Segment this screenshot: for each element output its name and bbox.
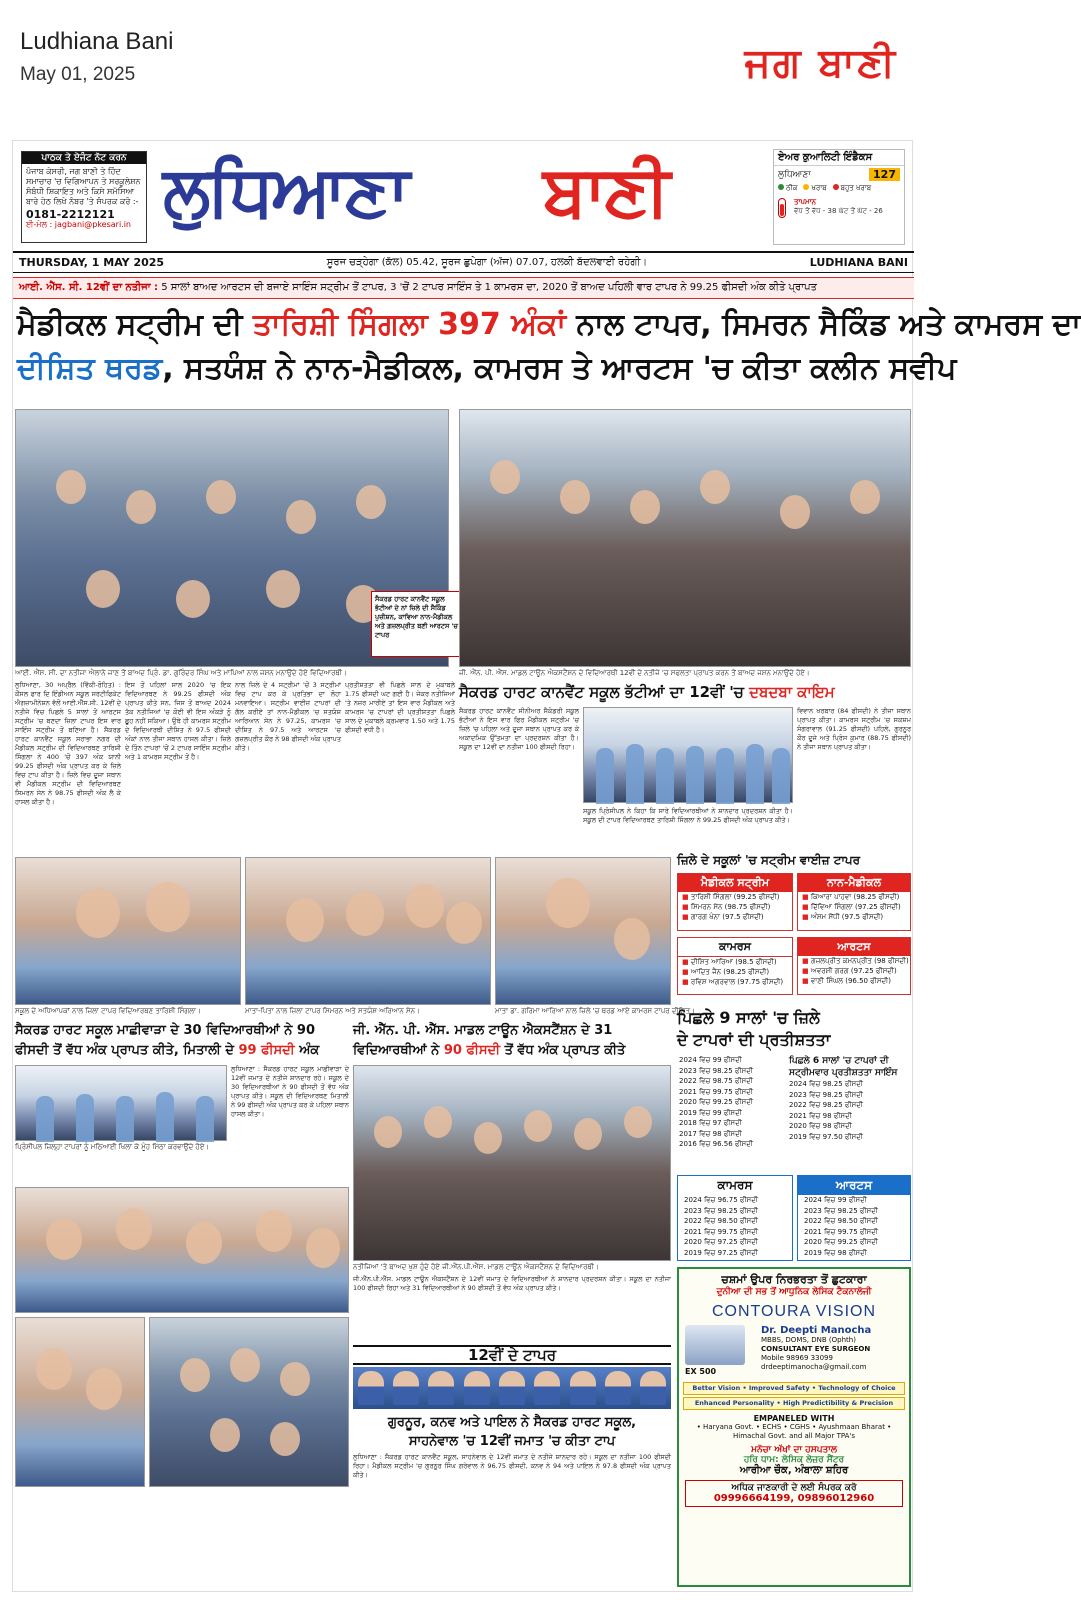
photo-caption: ਪ੍ਰਿੰਸੀਪਲ ਜ਼ਿਲ੍ਹਾ ਟਾਪਰਾਂ ਨੂੰ ਮਠਿਆਈ ਖਿਲਾ ਕੇ ਮੂੰਹ ਮਿੱਠਾ ਕਰਵਾਉਂਦੇ ਹੋਏ। (15, 1143, 210, 1151)
bad-dot-icon (803, 184, 809, 190)
aqi-title: ਏਅਰ ਕੁਆਲਿਟੀ ਇੰਡੈਕਸ (774, 150, 904, 166)
ad-hospital-name: ਮਨੋਚਾ ਅੱਖਾਂ ਦਾ ਹਸਪਤਾਲ (751, 1445, 837, 1455)
ad-address: ਆਰੀਆ ਚੌਕ, ਅੰਬਾਲਾ ਸ਼ਹਿਰ (739, 1465, 849, 1476)
ad-headline: ਚਸ਼ਮਾਂ ਉਪਰ ਨਿਰਭਰਤਾ ਤੋਂ ਛੁਟਕਾਰਾ (721, 1273, 867, 1286)
subheadline-bhattian[interactable] (459, 681, 911, 703)
commerce-topper-2: ■ ਆਦਿਤ ਜੈਨ (98.25 ਫੀਸਦੀ) (682, 968, 770, 976)
science-row: 2022 ਵਿਚ 98.25 ਫੀਸਦੀ (789, 1101, 863, 1109)
subheadline-part: ਅੰਕ (294, 1043, 320, 1058)
toppers-strip-title: 12ਵੀਂ ਦੇ ਟਾਪਰ (353, 1345, 671, 1365)
overall-row: 2018 ਵਿਚ 97 ਫੀਸਦੀ (679, 1119, 742, 1127)
contact-heading: ਪਾਠਕ ਤੇ ਏਜੰਟ ਨੋਟ ਕਰਨ (22, 152, 146, 164)
weather-note: ਸੂਰਜ ਚੜ੍ਹੇਗਾ (ਕੱਲ) 05.42, ਸੂਰਜ ਛੁਪੇਗਾ (ਅੱਜ) 07.07, ਹਲਕੀ ਬੱਦਲਵਾਈ ਰਹੇਗੀ। (326, 257, 648, 268)
temp-label: ਤਾਪਮਾਨ (794, 198, 816, 206)
subheadline-highlight: 99 ਫੀਸਦੀ (238, 1043, 295, 1058)
commerce-pct-row: 2020 ਵਿਚ 97.25 ਫੀਸਦੀ (684, 1238, 758, 1246)
subheadline-highlight: 90 ਫੀਸਦੀ (443, 1043, 501, 1058)
commerce-pct-row: 2022 ਵਿਚ 98.50 ਫੀਸਦੀ (684, 1217, 758, 1225)
headline-part: ਮੈਡੀਕਲ ਸਟ੍ਰੀਮ ਦੀ (17, 307, 253, 342)
photo-gnps-students[interactable] (353, 1065, 671, 1261)
commerce-heading: ਕਾਮਰਸ (678, 938, 792, 957)
commerce-percentages (677, 1175, 793, 1261)
issue-date: THURSDAY, 1 MAY 2025 (19, 256, 165, 269)
overall-row: 2020 ਵਿਚ 99.25 ਫੀਸਦੀ (679, 1098, 753, 1106)
overall-percentages (679, 1055, 783, 1150)
percentages-title-line: ਪਿਛਲੇ 9 ਸਾਲਾਂ 'ਚ ਜ਼ਿਲੇ (677, 1008, 820, 1027)
photo-caption: ਜੀ. ਐੱਨ. ਪੀ. ਐੱਸ. ਮਾਡਲ ਟਾਊਨ ਐਕਸਟੈਂਸ਼ਨ ਦੇ ਵਿਦਿਆਰਥੀ 12ਵੀਂ ਦੇ ਨਤੀਜੇ 'ਚ ਸਫਲਤਾ ਪ੍ਰਾਪਤ ਕਰਨ ਤੋਂ ਬਾਅਦ ਜਸ਼ਨ ਮਨਾਉਂਦੇ ਹੋਏ। (459, 669, 810, 677)
photo-students-victory[interactable] (15, 1187, 349, 1313)
aqi-legend-bad: ਖਰਾਬ (811, 184, 827, 192)
overall-row: 2017 ਵਿਚ 98 ਫੀਸਦੀ (679, 1129, 742, 1138)
ad-email: drdeeptimanocha@gmail.com (761, 1363, 867, 1371)
arts-pct-row: 2022 ਵਿਚ 98.50 ਫੀਸਦੀ (804, 1217, 878, 1225)
nonmedical-heading: ਨਾਨ-ਮੈਡੀਕਲ (798, 874, 910, 892)
arts-pct-row: 2023 ਵਿਚ 98.25 ਫੀਸਦੀ (804, 1206, 878, 1215)
edition-date: May 01, 2025 (20, 64, 136, 85)
subheadline-part: ਫੀਸਦੀ ਤੋਂ ਵੱਧ ਅੰਕ ਪ੍ਰਾਪਤ ਕੀਤੇ, ਮਿਤਾਲੀ ਦੇ (15, 1043, 239, 1058)
subheadline-highlight: ਦਬਦਬਾ ਕਾਇਮ (749, 683, 835, 701)
arts-pct-row: 2020 ਵਿਚ 99.25 ਫੀਸਦੀ (804, 1238, 878, 1246)
topper-portrait (534, 1371, 560, 1405)
photo-topper-with-teacher[interactable] (15, 857, 241, 1005)
article-text: ਪ੍ਰਤੀਸ਼ਤਤਾ ਵੀ ਪਿਛਲੇ ਸਾਲ ਦੇ ਮੁਕਾਬਲੇ 1.75 ਫੀਸਦੀ ਘਟ ਗਈ ਹੈ। ਜੇਕਰ ਨਤੀਜਿਆਂ 'ਤੇ ਨਜ਼ਰ ਮਾਰੀਏ ਤਾਂ ਇਸ ਵਾਰ ਮੈਡੀਕਲ ਅਤੇ ਕਾਮਰਸ 'ਚ ਟਾਪਰਾਂ ਦੀ ਪ੍ਰਤੀਸ਼ਤਤਾ ਪਿਛਲੇ ਸਾਲ ਦੇ ਮੁਕਾਬਲੇ ਕ੍ਰਮਵਾਰ 1.50 ਅਤੇ 1.75 ਫੀਸਦੀ ਵਧੀ ਹੈ। (345, 681, 455, 734)
arts-pct-row: 2019 ਵਿਚ 98 ਫੀਸਦੀ (804, 1248, 867, 1257)
topper-portrait (640, 1371, 666, 1405)
nonmedical-topper-2: ■ ਦਿੱਵਿਆ ਸਿੰਗਲਾ (97.25 ਫੀਸਦੀ) (802, 903, 901, 911)
commerce-pct-heading: ਕਾਮਰਸ (678, 1176, 792, 1195)
arts-topper-3: ■ ਵਾਣੀ ਸਿੰਘਲ (96.50 ਫੀਸਦੀ) (802, 977, 892, 985)
topper-portrait (605, 1371, 631, 1405)
masthead-ludhiana: ਲੁਧਿਆਣਾ (163, 150, 407, 232)
ad-contact-numbers[interactable]: 09996664199, 09896012960 (713, 1493, 875, 1504)
overall-row: 2019 ਵਿਚ 99 ਫੀਸਦੀ (679, 1108, 742, 1117)
topper-portrait (393, 1371, 419, 1405)
aqi-legend-very-bad: ਬਹੁਤ ਖਰਾਬ (840, 184, 872, 192)
very-bad-dot-icon (833, 184, 839, 190)
edition-name: LUDHIANA BANI (809, 256, 908, 269)
medical-topper-1: ■ ਤਾਰਿਸ਼ੀ ਸਿੰਗਲਾ (99.25 ਫੀਸਦੀ) (682, 893, 780, 901)
nonmedical-toppers-box (797, 873, 911, 931)
subheadline-part: ਸਾਹਨੇਵਾਲ 'ਚ 12ਵੀਂ ਜਮਾਤ 'ਚ ਕੀਤਾ ਟਾਪ (408, 1434, 616, 1449)
contact-phone: 0181-2212121 (26, 208, 115, 221)
subheadline-part: ਤੋਂ ਵੱਧ ਅੰਕ ਪ੍ਰਾਪਤ ਕੀਤੇ (500, 1043, 626, 1058)
subheadline-sahnewal[interactable] (353, 1413, 671, 1451)
article-text: ਲੁਧਿਆਣਾ : ਸੈਕਰਡ ਹਾਰਟ ਕਾਨਵੈਂਟ ਸਕੂਲ, ਸਾਹਨੇਵਾਲ ਦੇ 12ਵੀਂ ਜਮਾਤ ਦੇ ਨਤੀਜੇ ਸ਼ਾਨਦਾਰ ਰਹੇ। ਸਕੂਲ ਦਾ ਨਤੀਜਾ 100 ਫੀਸਦੀ ਰਿਹਾ। ਮੈਡੀਕਲ ਸਟ੍ਰੀਮ 'ਚ ਗੁਰਨੂਰ ਸਿੰਘ ਗਰੇਵਾਲ ਨੇ 96.75 ਫੀਸਦੀ, ਕਨਵ ਨੇ 94 ਅਤੇ ਪਾਇਲ ਨੇ 97.8 ਫੀਸਦੀ ਅੰਕ ਪ੍ਰਾਪਤ ਕੀਤੇ। (353, 1453, 671, 1479)
aqi-value: 127 (869, 168, 900, 181)
inset-caption: ਸੈਕਰਡ ਹਾਰਟ ਕਾਨਵੈਂਟ ਸਕੂਲ ਭੱਟੀਆਂ ਦੇ ਨਾਂ ਜ਼ਿਲੇ ਦੀ ਸੈਕਿੰਡ ਪੁਜ਼ੀਸ਼ਨ, ਕਾਵਿਆ ਨਾਨ-ਮੈਡੀਕਲ ਅਤੇ ਗ਼ਜ਼ਲਪ੍ਰੀਤ ਬਣੀ ਆਰਟਸ 'ਚ ਟਾਪਰ (371, 591, 463, 657)
medical-topper-3: ■ ਗਾਰਗ ਖੰਨਾ (97.5 ਫੀਸਦੀ) (682, 913, 764, 921)
arts-pct-row: 2024 ਵਿਚ 99 ਫੀਸਦੀ (804, 1196, 867, 1204)
arts-percentages (797, 1175, 911, 1261)
photo-commerce-topper[interactable] (495, 857, 671, 1005)
arts-topper-2: ■ ਅਵਰਸ਼ੀ ਗਰਗ (97.25 ਫੀਸਦੀ) (802, 967, 897, 975)
arts-pct-heading: ਆਰਟਸ (798, 1176, 910, 1195)
headline-highlight: ਤਾਰਿਸ਼ੀ ਸਿੰਗਲਾ 397 ਅੰਕਾਂ (252, 307, 566, 342)
percentages-title (677, 1007, 913, 1051)
kicker (13, 277, 914, 299)
stream-toppers-title: ਜ਼ਿਲੇ ਦੇ ਸਕੂਲਾਂ 'ਚ ਸਟ੍ਰੀਮ ਵਾਈਜ਼ ਟਾਪਰ (677, 853, 861, 867)
photo-principal-sweets[interactable] (15, 1065, 227, 1141)
science-heading: ਪਿਛਲੇ 6 ਸਾਲਾਂ 'ਚ ਟਾਪਰਾਂ ਦੀ ਸਟ੍ਰੀਮਵਾਰ ਪ੍ਰਤੀਸ਼ਤਤਾ ਸਾਇੰਸ (789, 1056, 898, 1078)
air-quality-box (773, 149, 905, 245)
photo-caption: ਨਤੀਜਿਆਂ 'ਤੇ ਬਾਅਦ ਖੁਸ਼ ਹੁੰਦੇ ਹੋਏ ਜੀ.ਐੱਨ.ਪੀ.ਐੱਸ. ਮਾਡਲ ਟਾਊਨ ਐਕਸਟੈਂਸ਼ਨ ਦੇ ਵਿਦਿਆਰਥੀ। (353, 1263, 599, 1271)
ad-feature-strip: Better Vision • Improved Safety • Technology of Choice (683, 1382, 905, 1395)
kicker-text: 5 ਸਾਲਾਂ ਬਾਅਦ ਆਰਟਸ ਦੀ ਬਜਾਏ ਸਾਇੰਸ ਸਟ੍ਰੀਮ ਤੋਂ ਟਾਪਰ, 3 'ਚੋਂ 2 ਟਾਪਰ ਸਾਇੰਸ ਤੇ 1 ਕਾਮਰਸ ਦਾ, 2020 ਤੋਂ ਬਾਅਦ ਪਹਿਲੀ ਵਾਰ ਟਾਪਰ ਨੇ 99.25 ਫੀਸਦੀ ਅੰਕ ਕੀਤੇ ਪ੍ਰਾਪਤ (161, 282, 817, 293)
subheadline-part: ਜੀ. ਐੱਨ. ਪੀ. ਐੱਸ. ਮਾਡਲ ਟਾਊਨ ਐਕਸਟੈਂਸ਼ਨ ਦੇ 31 (353, 1023, 613, 1038)
nonmedical-topper-3: ■ ਅੰਸ਼ਮ ਸੋਂਧੀ (97.5 ਫੀਸਦੀ) (802, 913, 884, 921)
temp-values: ਵੱਧ ਤੋਂ ਵੱਧ - 38 ਘੱਟ ਤੋਂ ਘੱਟ - 26 (794, 207, 883, 215)
article-text: ਨਾਲ ਜ਼ਿਲੇ ਦੇ 4 ਸਟ੍ਰੀਮਾਂ 'ਚੋਂ 3 ਸਟ੍ਰੀਮਾਂ ਵਿਚ ਟਾਪ ਕਰ ਕੇ ਪ੍ਰਤਿਭਾ ਦਾ ਲੋਹਾ ਮਨਵਾਇਆ। ਸਟ੍ਰੀਮ ਵਾਈਜ਼ ਟਾਪਰਾਂ ਦੀ ਗੱਲ ਕਰੀਏ ਤਾਂ ਨਾਨ-ਮੈਡੀਕਲ 'ਚ ਸਤਯੰਸ਼ ਆਰਿਆਨ ਸੇਨ ਨੇ 97.25, ਕਾਮਰਸ 'ਚ ਦੀਸ਼ਿਤ ਨੇ 97.5 ਅਤੇ ਆਰਟਸ 'ਚ ਗਜ਼ਲਪ੍ਰੀਤ ਕੌਰ ਨੇ 98 ਫੀਸਦੀ ਅੰਕ ਪ੍ਰਾਪਤ ਕੀਤੇ। (235, 681, 341, 752)
commerce-topper-1: ■ ਦੀਸ਼ਿਤ ਆਰਿਆ (98.5 ਫੀਸਦੀ) (682, 958, 777, 966)
ad-hospital-subname: ਹਰਿ ਧਾਮ: ਲੇਸਿਕ ਲੇਜ਼ਰ ਸੈਂਟਰ (743, 1455, 845, 1465)
article-text: ਲੁਧਿਆਣਾ : ਸੈਕਰਡ ਹਾਰਟ ਸਕੂਲ ਮਾਛੀਵਾੜਾ ਦੇ 12ਵੀਂ ਜਮਾਤ ਦੇ ਨਤੀਜੇ ਸ਼ਾਨਦਾਰ ਰਹੇ। ਸਕੂਲ ਦੇ 30 ਵਿਦਿਆਰਥੀਆਂ ਨੇ 90 ਫੀਸਦੀ ਤੋਂ ਵੱਧ ਅੰਕ ਪ੍ਰਾਪਤ ਕੀਤੇ। ਸਕੂਲ ਦੀ ਵਿਦਿਆਰਥਣ ਮਿਤਾਲੀ ਨੇ 99 ਫੀਸਦੀ ਅੰਕ ਪ੍ਰਾਪਤ ਕਰ ਕੇ ਪਹਿਲਾ ਸਥਾਨ ਹਾਸਲ ਕੀਤਾ। (231, 1065, 349, 1118)
toppers-photo-strip[interactable] (353, 1367, 671, 1409)
ad-mobile: Mobile 98969 33099 (761, 1354, 833, 1362)
science-row: 2021 ਵਿਚ 98 ਫੀਸਦੀ (789, 1111, 852, 1120)
temperature (774, 194, 904, 222)
medical-toppers-box (677, 873, 793, 931)
article-text: ਵਿਵਾਨ ਖਰਬਾਰ (84 ਫੀਸਦੀ) ਨੇ ਤੀਜਾ ਸਥਾਨ ਪ੍ਰਾਪਤ ਕੀਤਾ। ਕਾਮਰਸ ਸਟ੍ਰੀਮ 'ਚ ਸਕਸ਼ਮ ਸੰਗਰਾਵਾਲ (91.25 ਫੀਸਦੀ) ਪਹਿਲੇ, ਗੁਰਨੂਰ ਕੌਰ ਦੂਜੇ ਅਤੇ ਪ੍ਰਿੰਸ ਕੁਮਾਰ (88.75 ਫੀਸਦੀ) ਨੇ ਤੀਜਾ ਸਥਾਨ ਪ੍ਰਾਪਤ ਕੀਤਾ। (797, 707, 911, 751)
subheadline-part: ਸੈਕਰਡ ਹਾਰਟ ਕਾਨਵੈਂਟ ਸਕੂਲ ਭੱਟੀਆਂ ਦਾ 12ਵੀਂ 'ਚ (459, 683, 750, 701)
topper-portrait (499, 1371, 525, 1405)
ad-empanel-list: • Haryana Govt. • ECHS • CGHS • Ayushmaan Bharat • Himachal Govt. and all Major TPA's (696, 1423, 892, 1440)
aqi-city: ਲੁਧਿਆਣਾ (778, 169, 811, 180)
ad-brand: CONTOURA VISION (711, 1303, 877, 1320)
aqi-legend-good: ਠੀਕ (786, 184, 798, 192)
subheadline-part: ਸੈਕਰਡ ਹਾਰਟ ਸਕੂਲ ਮਾਛੀਵਾੜਾ ਦੇ 30 ਵਿਦਿਆਰਥੀਆਂ ਨੇ 90 (15, 1023, 315, 1038)
edition-title: Ludhiana Bani (20, 28, 174, 55)
ad-model: EX 500 (685, 1367, 717, 1376)
overall-row: 2023 ਵਿਚ 98.25 ਫੀਸਦੀ (679, 1066, 753, 1075)
brand-logo[interactable]: ਜਗ ਬਾਣੀ (744, 40, 897, 86)
science-row: 2020 ਵਿਚ 98 ਫੀਸਦੀ (789, 1122, 852, 1130)
science-row: 2023 ਵਿਚ 98.25 ਫੀਸਦੀ (789, 1090, 863, 1099)
ad-device (685, 1325, 755, 1376)
science-row: 2024 ਵਿਚ 98.25 ਫੀਸਦੀ (789, 1080, 863, 1088)
photo-caption: ਆਈ. ਐੱਸ. ਸੀ. ਦਾ ਨਤੀਜਾ ਐਲਾਨੇ ਜਾਣ ਤੋਂ ਬਾਅਦ ਪ੍ਰਿੰ. ਡਾ. ਗੁਰਿੰਦਰ ਸਿੰਘ ਅਤੇ ਮਾਪਿਆਂ ਨਾਲ ਜਸ਼ਨ ਮਨਾਉਂਦੇ ਹੋਏ ਵਿਦਿਆਰਥੀ। (15, 669, 347, 677)
dateline (13, 251, 914, 273)
arts-topper-1: ■ ਗਜ਼ਲਪ੍ਰੀਤ ਕਮਨਪ੍ਰੀਤ (98 ਫੀਸਦੀ) (802, 957, 909, 965)
masthead (13, 141, 914, 251)
contact-body: ਪੰਜਾਬ ਕੇਸਰੀ, ਜਗ ਬਾਣੀ ਤੇ ਹਿੰਦ ਸਮਾਚਾਰ 'ਚ ਵਿਗਿਆਪਨ ਤੇ ਸਰਕੂਲੇਸ਼ਨ ਸੰਬੰਧੀ ਸ਼ਿਕਾਇਤ ਅਤੇ ਕਿਸੇ ਸਮੱਸਿਆ ਬਾਰੇ ਹੇਠ ਲਿਖੇ ਨੰਬਰ 'ਤੇ ਸੰਪਰਕ ਕਰੋ :- (26, 167, 141, 206)
eye-hospital-ad[interactable] (677, 1267, 911, 1587)
subheadline-machhiwara[interactable] (15, 1021, 349, 1061)
ad-feature-strip: Enhanced Personality • High Predictibility & Precision (683, 1397, 905, 1410)
science-percentages (789, 1055, 911, 1142)
ad-contact-box (685, 1480, 903, 1507)
medical-heading: ਮੈਡੀਕਲ ਸਟ੍ਰੀਮ (678, 874, 792, 892)
subheadline-gnps[interactable] (353, 1021, 673, 1061)
commerce-pct-row: 2021 ਵਿਚ 99.75 ਫੀਸਦੀ (684, 1227, 758, 1236)
epaper-page[interactable] (12, 140, 1081, 1592)
photo-school-toppers[interactable] (583, 707, 793, 803)
topper-portrait (464, 1371, 490, 1405)
article-text: ਇਸ ਤੋਂ ਪਹਿਲਾਂ ਸਾਲ 2020 'ਚ ਇਕ ਵਿਦਿਆਰਥਣ ਨੇ 99.25 ਫੀਸਦੀ ਅੰਕ ਪ੍ਰਾਪਤ ਕੀਤੇ ਸਨ, ਜਿਸ ਤੋਂ ਬਾਅਦ 2024 ਤੱਕ ਨਤੀਜਿਆਂ 'ਚ ਕੋਈ ਵੀ ਇਸ ਅੰਕੜੇ ਨੂੰ ਛੂਹ ਨਹੀਂ ਸਕਿਆ। ਉਥੇ ਹੀ ਕਾਮਰਸ ਸਟ੍ਰੀਮ ਦੇ ਵਿਦਿਆਰਥੀ ਦੀਸ਼ਿਤ ਨੇ 97.5 ਫੀਸਦੀ ਅੰਕਾਂ ਨਾਲ ਤੀਜਾ ਸਥਾਨ ਹਾਸਲ ਕੀਤਾ। ਜ਼ਿਲੇ ਦੇ ਤਿੰਨ ਟਾਪਰਾਂ 'ਚੋਂ 2 ਟਾਪਰ ਸਾਇੰਸ ਸਟ੍ਰੀਮ ਅਤੇ 1 ਕਾਮਰਸ ਸਟ੍ਰੀਮ ਤੋਂ ਹੈ। (125, 681, 231, 761)
ad-tagline: ਦੁਨੀਆ ਦੀ ਸਭ ਤੋਂ ਆਧੁਨਿਕ ਲੇਸਿਕ ਟੈਕਨਾਲੋਜੀ (716, 1287, 872, 1297)
commerce-topper-3: ■ ਰਵਿਸ਼ ਅਗਰਵਾਲ (97.75 ਫੀਸਦੀ) (682, 978, 784, 986)
headline-highlight: ਦੀਸ਼ਿਤ ਥਰਡ (17, 351, 163, 386)
reader-contact-box (21, 151, 147, 243)
headline-part: , ਸਤਯੰਸ਼ ਨੇ ਨਾਨ-ਮੈਡੀਕਲ, ਕਾਮਰਸ ਤੇ ਆਰਟਸ 'ਚ ਕੀਤਾ ਕਲੀਨ ਸਵੀਪ (162, 351, 957, 386)
overall-row: 2022 ਵਿਚ 98.75 ਫੀਸਦੀ (679, 1077, 753, 1085)
subheadline-part: ਗੁਰਨੂਰ, ਕਨਵ ਅਤੇ ਪਾਇਲ ਨੇ ਸੈਕਰਡ ਹਾਰਟ ਸਕੂਲ, (387, 1415, 637, 1430)
thermometer-icon (778, 198, 786, 218)
headline-part: ਨਾਲ ਟਾਪਰ, ਸਿਮਰਨ ਸੈਕਿੰਡ ਅਤੇ ਕਾਮਰਸ ਦਾ (565, 307, 1081, 342)
article-text: ਸਕੂਲ ਪ੍ਰਿੰਸੀਪਲ ਨੇ ਕਿਹਾ ਕਿ ਸਾਰੇ ਵਿਦਿਆਰਥੀਆਂ ਨੇ ਸ਼ਾਨਦਾਰ ਪ੍ਰਦਰਸ਼ਨ ਕੀਤਾ ਹੈ। ਸਕੂਲ ਦੀ ਟਾਪਰ ਵਿਦਿਆਰਥਣ ਤਾਰਿਸ਼ੀ ਸਿੰਗਲਾ ਨੇ 99.25 ਫੀਸਦੀ ਅੰਕ ਪ੍ਰਾਪਤ ਕੀਤੇ। (583, 807, 793, 824)
article-text: ਜੀ.ਐੱਨ.ਪੀ.ਐੱਸ. ਮਾਡਲ ਟਾਊਨ ਐਕਸਟੈਂਸ਼ਨ ਦੇ 12ਵੀਂ ਜਮਾਤ ਦੇ ਵਿਦਿਆਰਥੀਆਂ ਨੇ ਸ਼ਾਨਦਾਰ ਪ੍ਰਦਰਸ਼ਨ ਕੀਤਾ। ਸਕੂਲ ਦਾ ਨਤੀਜਾ 100 ਫੀਸਦੀ ਰਿਹਾ ਅਤੇ 31 ਵਿਦਿਆਰਥੀਆਂ ਨੇ 90 ਫੀਸਦੀ ਤੋਂ ਵੱਧ ਅੰਕ ਪ੍ਰਾਪਤ ਕੀਤੇ। (353, 1275, 671, 1292)
ad-role: CONSULTANT EYE SURGEON (761, 1345, 871, 1353)
web-header (0, 0, 925, 118)
article-text: ਲੁਧਿਆਣਾ, 30 ਅਪ੍ਰੈਲ (ਵਿੱਕੀ-ਰੋਹਿਤ) : ਕੌਂਸਲ ਫਾਰ ਦਿ ਇੰਡੀਅਨ ਸਕੂਲ ਸਰਟੀਫਿਕੇਟ ਐਗਜ਼ਾਮੀਨੇਸ਼ਨ ਵੱਲੋਂ ਆਈ.ਐੱਸ.ਸੀ. 12ਵੀਂ ਦੇ ਨਤੀਜੇ ਵਿਚ ਪਿਛਲੇ 5 ਸਾਲਾਂ ਤੋਂ ਆਰਟਸ ਸਟ੍ਰੀਮ 'ਚ ਬਣਦਾ ਜ਼ਿਲਾ ਟਾਪਰ ਇਸ ਵਾਰ ਸਾਇੰਸ ਸਟ੍ਰੀਮ ਤੋਂ ਬਣਿਆ ਹੈ। ਸੈਕਰਡ ਹਾਰਟ ਕਾਨਵੈਂਟ ਸਕੂਲ ਸਰਾਭਾ ਨਗਰ ਦੀ ਮੈਡੀਕਲ ਸਟ੍ਰੀਮ ਦੀ ਵਿਦਿਆਰਥਣ ਤਾਰਿਸ਼ੀ ਸਿੰਗਲਾ ਨੇ 400 'ਚੋਂ 397 ਅੰਕ ਯਾਨੀ 99.25 ਫੀਸਦੀ ਅੰਕ ਪ੍ਰਾਪਤ ਕਰ ਕੇ ਜ਼ਿਲੇ ਵਿਚ ਟਾਪ ਕੀਤਾ ਹੈ। ਜ਼ਿਲੇ ਵਿਚ ਦੂਜਾ ਸਥਾਨ ਵੀ ਮੈਡੀਕਲ ਸਟ੍ਰੀਮ ਦੀ ਵਿਦਿਆਰਥਣ ਸਿਮਰਨ ਸੇਨ ਨੇ 98.75 ਫੀਸਦੀ ਅੰਕ ਲੈ ਕੇ ਹਾਸਲ ਕੀਤਾ ਹੈ। (15, 681, 121, 806)
ad-contact-line: ਅਧਿਕ ਜਾਣਕਾਰੀ ਦੇ ਲਈ ਸੰਪਰਕ ਕਰੋ (731, 1483, 857, 1493)
ad-empanel-title: EMPANELED WITH (753, 1414, 835, 1423)
science-row: 2019 ਵਿਚ 97.50 ਫੀਸਦੀ (789, 1132, 863, 1141)
contact-email: ਈ-ਮੇਲ : jagbani@pkesari.in (26, 220, 132, 229)
overall-row: 2021 ਵਿਚ 99.75 ਫੀਸਦੀ (679, 1087, 753, 1096)
percentages-title-line: ਦੇ ਟਾਪਰਾਂ ਦੀ ਪ੍ਰਤੀਸ਼ਤਤਾ (677, 1030, 831, 1049)
commerce-pct-row: 2023 ਵਿਚ 98.25 ਫੀਸਦੀ (684, 1206, 758, 1215)
arts-heading: ਆਰਟਸ (798, 938, 910, 956)
laser-machine-icon (685, 1325, 745, 1365)
commerce-pct-row: 2019 ਵਿਚ 97.25 ਫੀਸਦੀ (684, 1248, 758, 1257)
kicker-lead: ਆਈ. ਐੱਸ. ਸੀ. 12ਵੀਂ ਦਾ ਨਤੀਜਾ : (19, 282, 159, 293)
topper-portrait (358, 1371, 384, 1405)
article-text: ਸੈਕਰਡ ਹਾਰਟ ਕਾਨਵੈਂਟ ਸੀਨੀਅਰ ਸੈਕੰਡਰੀ ਸਕੂਲ ਭੱਟੀਆਂ ਨੇ ਇਸ ਵਾਰ ਫਿਰ ਮੈਡੀਕਲ ਸਟ੍ਰੀਮ 'ਚ ਜ਼ਿਲੇ 'ਚ ਪਹਿਲਾ ਅਤੇ ਦੂਜਾ ਸਥਾਨ ਪ੍ਰਾਪਤ ਕਰ ਕੇ ਅਕਾਦਮਿਕ ਉੱਤਮਤਾ ਦਾ ਪ੍ਰਦਰਸ਼ਨ ਕੀਤਾ ਹੈ। ਸਕੂਲ ਦਾ 12ਵੀਂ ਦਾ ਨਤੀਜਾ 100 ਫੀਸਦੀ ਰਿਹਾ। (459, 707, 579, 751)
photo-students-group[interactable] (149, 1317, 349, 1487)
commerce-pct-row: 2024 ਵਿਚ 96.75 ਫੀਸਦੀ (684, 1196, 758, 1204)
main-headline[interactable] (13, 303, 1081, 391)
subheadline-part: ਵਿਦਿਆਰਥੀਆਂ ਨੇ (353, 1043, 444, 1058)
photo-caption: ਮਾਤਾ-ਪਿਤਾ ਨਾਲ ਜ਼ਿਲਾ ਟਾਪਰ ਸਿਮਰਨ ਅਤੇ ਸਤਯੰਸ਼ ਅਰਿਆਨ ਸੇਨ। (245, 1007, 420, 1015)
arts-pct-row: 2021 ਵਿਚ 99.75 ਫੀਸਦੀ (804, 1227, 878, 1236)
topper-portrait (570, 1371, 596, 1405)
overall-row: 2024 ਵਿਚ 99 ਫੀਸਦੀ (679, 1056, 742, 1064)
photo-topper-with-parents[interactable] (245, 857, 491, 1005)
medical-topper-2: ■ ਸਿਮਰਨ ਸੇਨ (98.75 ਫੀਸਦੀ) (682, 903, 771, 911)
arts-toppers-box (797, 937, 911, 995)
good-dot-icon (778, 184, 784, 190)
photo-caption: ਸਕੂਲ ਦੇ ਅਧਿਆਪਕਾਂ ਨਾਲ ਜ਼ਿਲਾ ਟਾਪਰ ਵਿਦਿਆਰਥਣ ਤਾਰਿਸ਼ੀ ਸਿੰਗਲਾ। (15, 1007, 201, 1015)
topper-portrait (428, 1371, 454, 1405)
overall-row: 2016 ਵਿਚ 96.56 ਫੀਸਦੀ (679, 1140, 753, 1148)
photo-celebration[interactable] (459, 409, 911, 667)
ad-doctor-name: Dr. Deepti Manocha (761, 1325, 872, 1336)
ad-degrees: MBBS, DOMS, DNB (Ophth) (761, 1336, 856, 1344)
photo-caption: ਮਾਤਾ ਡਾ. ਗਰਿਮਾ ਆਰਿਆ ਨਾਲ ਜ਼ਿਲੇ 'ਚ ਥਰਡ ਆਏ ਕਾਮਰਸ ਟਾਪਰ ਦੀਸ਼ਿਤ। (495, 1007, 695, 1015)
nonmedical-topper-1: ■ ਕਿਆਰਾ ਪਾਹਵਾ (98.25 ਫੀਸਦੀ) (802, 893, 900, 901)
commerce-toppers-box (677, 937, 793, 995)
photo-girls-celebrating[interactable] (15, 1317, 145, 1487)
masthead-bani: ਬਾਣੀ (543, 150, 668, 232)
aqi-legend (774, 183, 904, 194)
